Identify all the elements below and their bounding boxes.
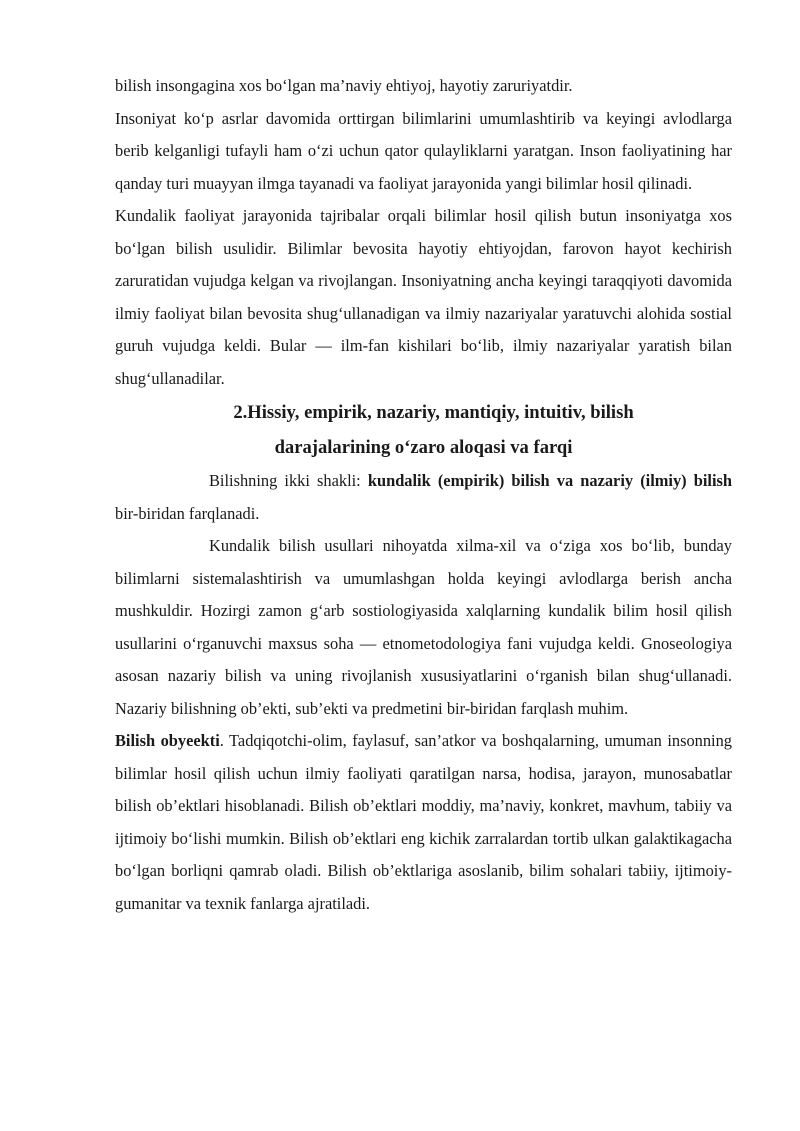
two-forms-tail: bir-biridan farqlanadi. xyxy=(115,503,260,523)
section-heading-line-2: darajalarining o‘zaro aloqasi va farqi xyxy=(274,437,573,458)
section-heading xyxy=(115,395,732,465)
paragraph-two-forms xyxy=(115,465,732,530)
paragraph-everyday-activity: Kundalik faoliyat jarayonida tajribalar orqali bilimlar hosil qilish butun insoniyatga xos bo‘lgan bilish usulidir. Bilimlar bevosita hayotiy ehtiyojdan, farovon hayot kechirish zaruratidan vujudga kelgan va rivojlangan. Insoniyatning ancha keyingi taraqqiyoti davomida ilmiy faoliyat bilan bevosita shug‘ullanadigan va ilmiy nazariyalar yaratuvchi alohida sostial guruh vujudga keldi. Bular — ilm-fan kishilari bo‘lib, ilmiy nazariyalar yaratish bilan shug‘ullanadilar. xyxy=(115,206,732,388)
object-term-bold: Bilish obyeekti xyxy=(115,731,220,750)
two-forms-bold: kundalik (empirik) bilish va nazariy (ilmiy) bilish xyxy=(367,471,732,490)
paragraph-intro-tail: bilish insongagina xos bo‘lgan ma’naviy ehtiyoj, hayotiy zaruriyatdir. xyxy=(115,76,573,95)
paragraph-everyday-methods: Kundalik bilish usullari nihoyatda xilma-xil va o‘ziga xos bo‘lib, bunday bilimlarni sistemalashtirish va umumlashgan holda keyingi avlodlarga berish ancha mushkuldir. Hozirgi zamon g‘arb sostiologiyasida xalqlarning kundalik bilim hosil qilish usullarini o‘rganuvchi maxsus soha — etnometodologiya fani vujudga keldi. Gnoseologiya asosan nazariy bilish va uning rivojlanish xususiyatlarini o‘rganish bilan shug‘ullanadi. Nazariy bilishning ob’ekti, sub’ekti va predmetini bir-biridan farqlash muhim. xyxy=(115,536,732,718)
object-definition: . Tadqiqotchi-olim, faylasuf, san’atkor va boshqalarning, umuman insonning bilimlar hosil qilish uchun ilmiy faoliyati qaratilgan narsa, hodisa, jarayon, munosabatlar bilish ob’ektlari hisoblanadi. Bilish ob’ektlari moddiy, ma’naviy, konkret, mavhum, tabiiy va ijtimoiy bo‘lishi mumkin. Bilish ob’ektlari eng kichik zarralardan tortib ulkan galaktikagacha bo‘lgan borliqni qamrab oladi. Bilish ob’ektlariga asoslanib, bilim sohalari tabiiy, ijtimoiy-gumanitar va texnik fanlarga ajratiladi. xyxy=(115,731,732,913)
paragraph-object-of-knowledge xyxy=(115,725,732,920)
paragraph-humanity-knowledge: Insoniyat ko‘p asrlar davomida orttirgan bilimlarini umumlashtirib va keyingi avlodlarga berib kelganligi tufayli ham o‘zi uchun qator qulayliklarni yaratgan. Inson faoliyatining har qanday turi muayyan ilmga tayanadi va faoliyat jarayonida yangi bilimlar hosil qilinadi. xyxy=(115,108,732,193)
two-forms-lead: Bilishning ikki shakli: xyxy=(209,471,368,490)
section-heading-line-1: 2.Hissiy, empirik, nazariy, mantiqiy, intuitiv, bilish xyxy=(233,402,634,423)
document-page xyxy=(115,70,732,920)
